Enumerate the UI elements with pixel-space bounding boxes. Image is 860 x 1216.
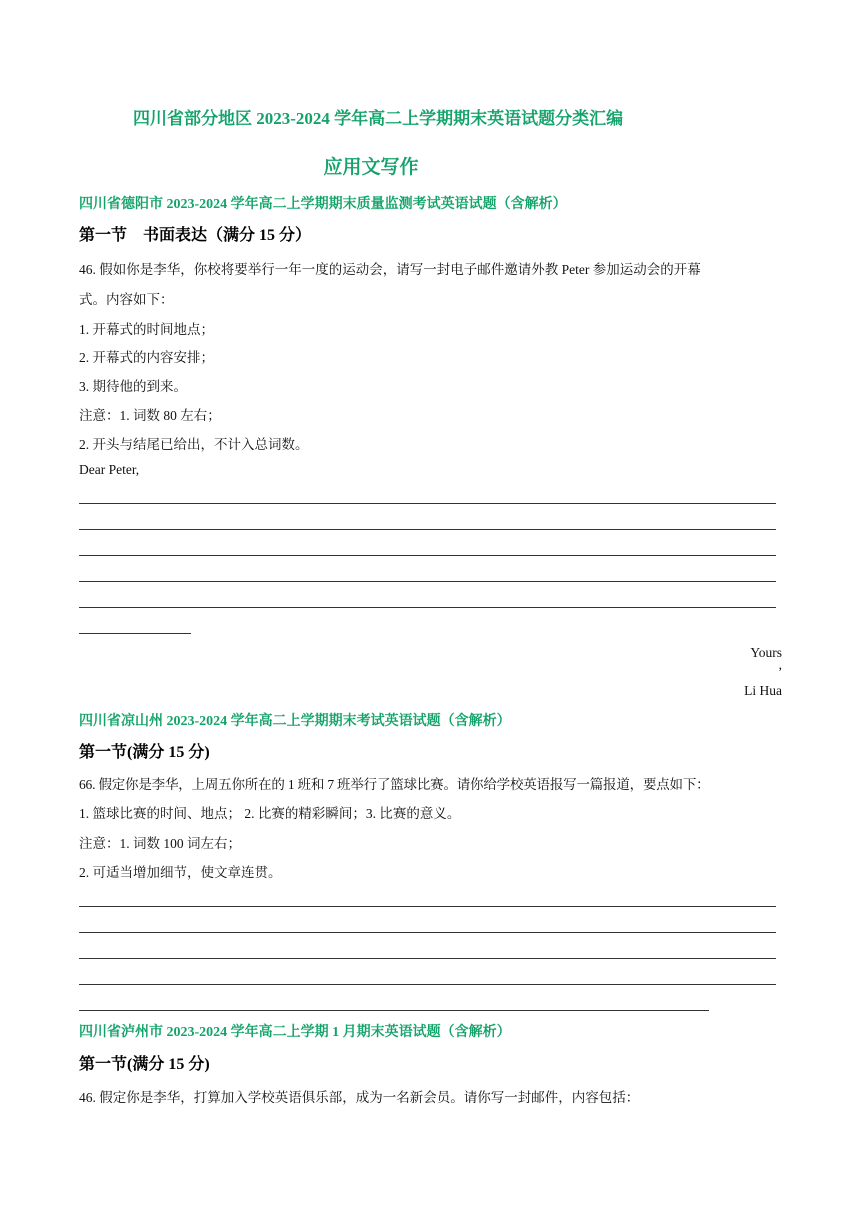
section-source: 四川省凉山州 2023-2024 学年高二上学期期末考试英语试题（含解析） [79,714,511,729]
document-subtitle: 应用文写作 [323,157,419,178]
note-item: 注意：1. 词数 80 左右； [79,408,221,423]
writing-line [79,633,191,634]
writing-line [79,503,776,504]
requirement-item: 1. 开幕式的时间地点； [79,322,214,337]
writing-line [79,958,776,959]
note-item: 2. 开头与结尾已给出，不计入总词数。 [79,437,309,452]
writing-line [79,1010,709,1011]
section-heading: 第一节 书面表达（满分 15 分） [79,227,312,244]
question-text: 式。内容如下： [79,292,174,307]
writing-line [79,581,776,582]
writing-line [79,984,776,985]
requirement-item: 1. 篮球比赛的时间、地点； 2. 比赛的精彩瞬间；3. 比赛的意义。 [79,806,461,821]
closing-name: Li Hua [744,683,782,698]
writing-line [79,529,776,530]
question-text: 46. 假如你是李华，你校将要举行一年一度的运动会，请写一封电子邮件邀请外教 Peter 参加运动会的开幕 [79,262,701,277]
letter-greeting: Dear Peter, [79,462,140,477]
writing-line [79,906,776,907]
document-title: 四川省部分地区 2023-2024 学年高二上学期期末英语试题分类汇编 [133,109,624,128]
note-item: 注意：1. 词数 100 词左右； [79,836,241,851]
question-text: 66. 假定你是李华，上周五你所在的 1 班和 7 班举行了篮球比赛。请你给学校英语报写一篇报道，要点如下： [79,777,710,792]
question-text: 46. 假定你是李华，打算加入学校英语俱乐部，成为一名新会员。请你写一封邮件，内容包括： [79,1090,640,1105]
section-source: 四川省德阳市 2023-2024 学年高二上学期期末质量监测考试英语试题（含解析） [79,197,567,212]
section-heading: 第一节(满分 15 分) [79,744,210,761]
closing-comma: , [778,657,782,672]
section-heading: 第一节(满分 15 分) [79,1056,210,1073]
writing-line [79,607,776,608]
writing-line [79,555,776,556]
closing-yours: Yours [750,645,782,660]
section-source: 四川省泸州市 2023-2024 学年高二上学期 1 月期末英语试题（含解析） [79,1025,511,1040]
note-item: 2. 可适当增加细节，使文章连贯。 [79,865,282,880]
requirement-item: 3. 期待他的到来。 [79,379,187,394]
requirement-item: 2. 开幕式的内容安排； [79,350,214,365]
writing-line [79,932,776,933]
